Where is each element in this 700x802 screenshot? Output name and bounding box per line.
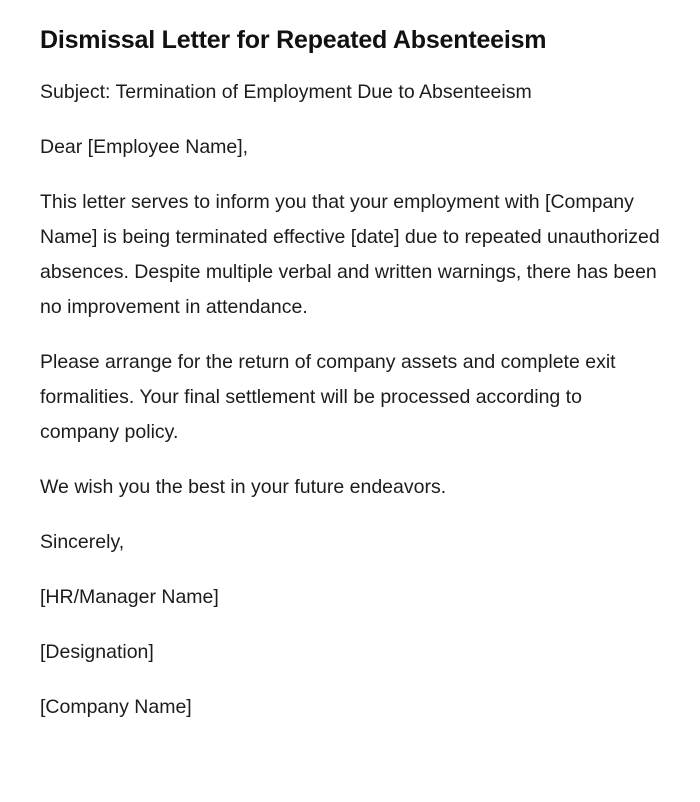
letter-body-paragraph-2: Please arrange for the return of company assets and complete exit formalities. Your final settlement will be processed according to company policy. [40,351,621,443]
signatory-designation: [Designation] [40,641,154,663]
letter-title: Dismissal Letter for Repeated Absenteeism [40,26,547,54]
letter-sign-off: Sincerely, [40,531,125,553]
signatory-company: [Company Name] [40,696,192,718]
signatory-name: [HR/Manager Name] [40,586,219,608]
letter-body-paragraph-1: This letter serves to inform you that your employment with [Company Name] is being terminated effective [date] due to repeated unauthorized absences. Despite multiple verbal and written warnings, there has been no improvement in attendance. [40,191,666,318]
letter-closing-wish: We wish you the best in your future endeavors. [40,476,447,498]
letter-greeting: Dear [Employee Name], [40,136,249,158]
letter-subject: Subject: Termination of Employment Due to Absenteeism [40,81,532,103]
